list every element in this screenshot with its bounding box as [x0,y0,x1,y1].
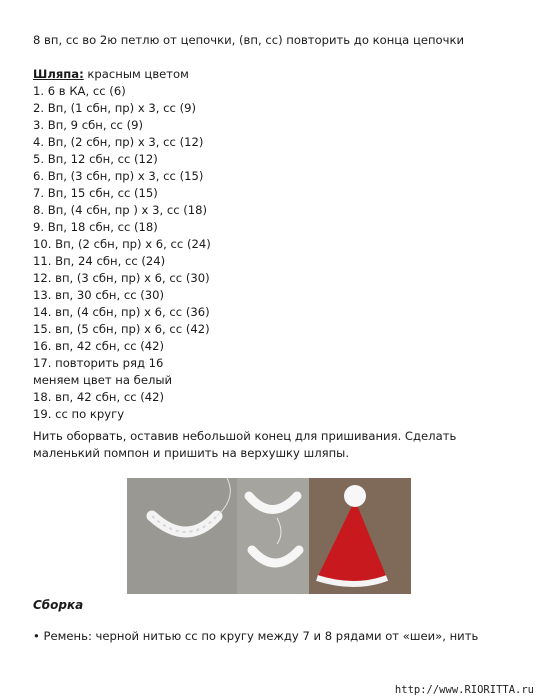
hat-row: 8. Вп, (4 сбн, пр ) х 3, сс (18) [33,203,208,217]
hat-row: 14. вп, (4 сбн, пр) х 6, сс (36) [33,305,210,319]
hat-row: 10. Вп, (2 сбн, пр) х 6, сс (24) [33,237,211,251]
hat-row: 18. вп, 42 сбн, сс (42) [33,390,165,404]
hat-row: 5. Вп, 12 сбн, сс (12) [33,152,158,166]
hat-row: 4. Вп, (2 сбн, пр) х 3, сс (12) [33,135,204,149]
hat-row: 12. вп, (3 сбн, пр) х 6, сс (30) [33,271,210,285]
hat-section-heading [33,66,189,83]
hat-row: 2. Вп, (1 сбн, пр) х 3, сс (9) [33,101,197,115]
hat-row: 15. вп, (5 сбн, пр) х 6, сс (42) [33,322,210,336]
hat-row: 1. 6 в КА, сс (6) [33,84,126,98]
hat-row: 11. Вп, 24 сбн, сс (24) [33,254,166,268]
watermark-link[interactable]: http://www.RIORITTA.ru [394,684,534,696]
hat-row-list [33,83,211,423]
hat-row: меняем цвет на белый [33,373,173,387]
hat-progress-photos [127,478,411,594]
hat-row: 17. повторить ряд 16 [33,356,164,370]
hat-row: 6. Вп, (3 сбн, пр) х 3, сс (15) [33,169,204,183]
hat-heading-label: Шляпа: [33,67,84,81]
hat-pompom [344,485,366,507]
hat-row: 13. вп, 30 сбн, сс (30) [33,288,165,302]
hat-row: 19. сс по кругу [33,407,125,421]
belt-instructions: • Ремень: черной нитью сс по кругу между 7 и 8 рядами от «шеи», нить [33,629,479,643]
intro-line: 8 вп, сс во 2ю петлю от цепочки, (вп, сс) повторить до конца цепочки [33,33,465,47]
hat-row: 16. вп, 42 сбн, сс (42) [33,339,165,353]
assembly-heading: Сборка [33,598,84,612]
photos-svg [127,478,411,594]
finishing-instructions: Нить оборвать, оставив небольшой конец для пришивания. Сделать маленький помпон и пришить на верхушку шляпы. [33,429,457,460]
hat-row: 9. Вп, 18 сбн, сс (18) [33,220,158,234]
hat-row: 3. Вп, 9 сбн, сс (9) [33,118,144,132]
hat-row: 7. Вп, 15 сбн, сс (15) [33,186,158,200]
hat-heading-note: красным цветом [87,67,189,81]
